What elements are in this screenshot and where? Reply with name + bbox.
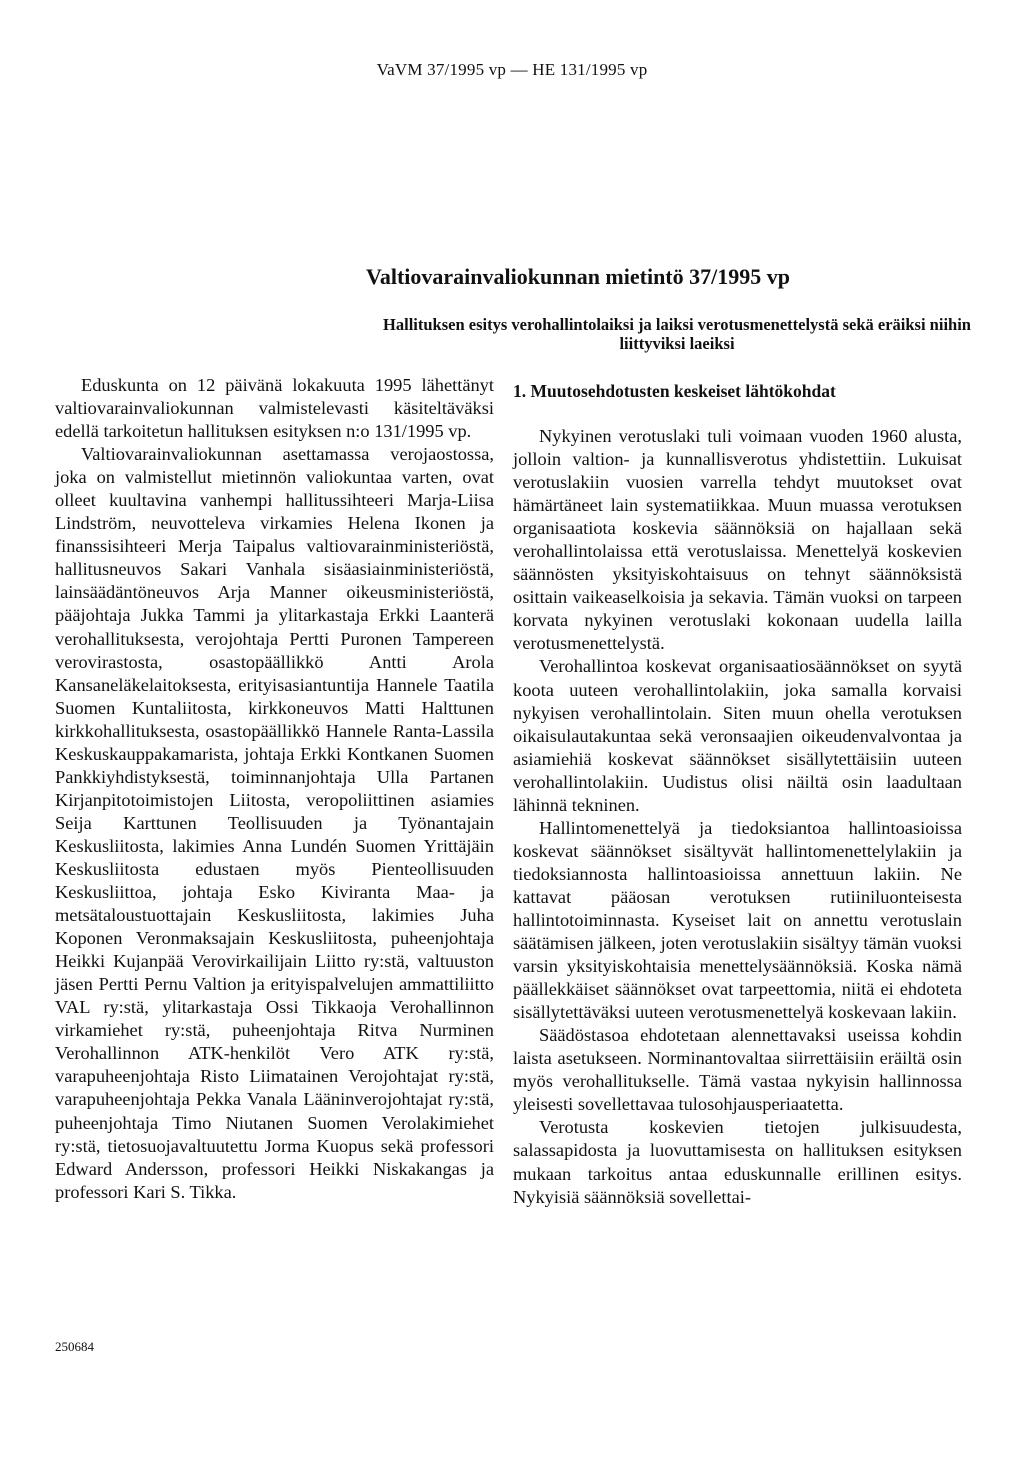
body-paragraph: Verohallintoa koskevat organisaatiosäännökset on syytä koota uuteen verohallintolakiin, joka samalla korvaisi nykyisen verohallintolain. Siten muun ohella verotuksen oikaisulautakuntaa sekä veronsaajien oikeudenvalvontaa ja asiamiehiä koskevat säännökset sisällytettäisiin uuteen verohallintolakiin. Uudistus olisi näiltä osin laadultaan lähinnä tekninen. [513,656,962,815]
experts-paragraph: Valtiovarainvaliokunnan asettamassa verojaostossa, joka on valmistellut mietinnön valiokuntaa varten, ovat olleet kuultavina vanhempi hallitussihteeri Marja-Liisa Lindström, neuvotteleva virkamies Helena Ikonen ja finanssisihteeri Merja Taipalus valtiovarainministeriöstä, hallitusneuvos Sakari Vanhala sisäasiainministeriöstä, lainsäädäntöneuvos Arja Manner oikeusministeriöstä, pääjohtaja Jukka Tammi ja ylitarkastaja Erkki Laanterä verohallituksesta, verojohtaja Pertti Puronen Tampereen verovirastosta, osastopäällikkö Antti Arola Kansaneläkelaitoksesta, erityisasiantuntija Hannele Taatila Suomen Kuntaliitosta, kirkkoneuvos Matti Halttunen kirkkohallituksesta, osastopäällikkö Hannele Ranta-Lassila Keskuskauppakamarista, johtaja Erkki Kontkanen Suomen Pankkiyhdistyksestä, toiminnanjohtaja Ulla Partanen Kirjanpitotoimistojen Liitosta, veropoliittinen asiamies Seija Karttunen Teollisuuden ja Työnantajain Keskusliitosta, lakimies Anna Lundén Suomen Yrittäjäin Keskusliitosta edustaen myös Pienteollisuuden Keskusliittoa, johtaja Esko Kiviranta Maa- ja metsätaloustuottajain Keskusliitosta, lakimies Juha Koponen Veronmaksajain Keskusliitosta, puheenjohtaja Heikki Kujanpää Verovirkailijain Liitto ry:stä, valtuuston jäsen Pertti Pernu Valtion ja erityispalvelujen ammattiliitto VAL ry:stä, ylitarkastaja Ossi Tikkaoja Verohallinnon virkamiehet ry:stä, puheenjohtaja Ritva Nurminen Verohallinnon ATK-henkilöt Vero ATK ry:stä, varapuheenjohtaja Risto Liimatainen Verojohtajat ry:stä, varapuheenjohtaja Pekka Vanala Lääninverojohtajat ry:stä, puheenjohtaja Timo Niutanen Suomen Verolakimiehet ry:stä, tietosuojavaltuutettu Jorma Kuopus sekä professori Edward Andersson, professori Heikki Niskakangas ja professori Kari S. Tikka. [55,444,494,1202]
left-column [55,374,494,1204]
intro-paragraph: Eduskunta on 12 päivänä lokakuuta 1995 lähettänyt valtiovarainvaliokunnan valmistelevasti käsiteltäväksi edellä tarkoitetun hallituksen esityksen n:o 131/1995 vp. [55,375,494,442]
body-paragraph: Hallintomenettelyä ja tiedoksiantoa hallintoasioissa koskevat säännökset sisältyvät hallintomenettelylakiin ja tiedoksiannosta hallintoasioissa annettuun lakiin. Ne kattavat pääosan verotuksen rutiiniluonteisesta hallintotoiminnasta. Kyseiset lait on annettu verotuslain säätämisen jälkeen, joten verotuslakiin sisältyy tämän vuoksi varsin yksityiskohtaisia menettelysäännöksiä. Koska nämä päällekkäiset säännökset ovat tarpeettomia, niitä ei ehdoteta sisällytettäväksi uuteen verotusmenettelyä koskevaan lakiin. [513,817,962,1023]
report-subtitle: Hallituksen esitys verohallintolaiksi ja laiksi verotusmenettelystä sekä eräiksi niihin liittyviksi laeiksi [383,315,971,353]
section-heading: 1. Muutosehdotusten keskeiset lähtökohdat [513,381,836,401]
body-paragraph: Nykyinen verotuslaki tuli voimaan vuoden 1960 alusta, jolloin valtion- ja kunnallisverotus yhdistettiin. Lukuisat verotuslakiin vuosien varrella tehdyt muutokset ovat hämärtäneet lain systematiikkaa. Muun muassa verotuksen organisaatiota koskevia säännöksiä on hajallaan sekä verohallintolaissa että verotuslaissa. Menettelyä koskevien säännösten yksityiskohtaisuus on tehnyt säännöksistä osittain vaikeaselkoisia ja sekavia. Tämän vuoksi on tarpeen korvata nykyinen verotuslaki kokonaan uudella lailla verotusmenettelystä. [513,426,962,654]
body-paragraph: Verotusta koskevien tietojen julkisuudesta, salassapidosta ja luovuttamisesta on hallituksen esityksen mukaan tarkoitus antaa eduskunnalle erillinen esitys. Nykyisiä säännöksiä sovellettai- [513,1117,962,1207]
body-paragraph: Säädöstasoa ehdotetaan alennettavaksi useissa kohdin laista asetukseen. Norminantovaltaa siirrettäisiin eräiltä osin myös verohallitukselle. Tämä vastaa nykyisin hallinnossa yleisesti sovellettavaa tulosohjausperiaatetta. [513,1025,962,1115]
running-head: VaVM 37/1995 vp — HE 131/1995 vp [376,60,648,79]
document-code: 250684 [55,1339,94,1354]
right-column [513,425,962,1209]
report-title: Valtiovarainvaliokunnan mietintö 37/1995 vp [366,264,790,289]
